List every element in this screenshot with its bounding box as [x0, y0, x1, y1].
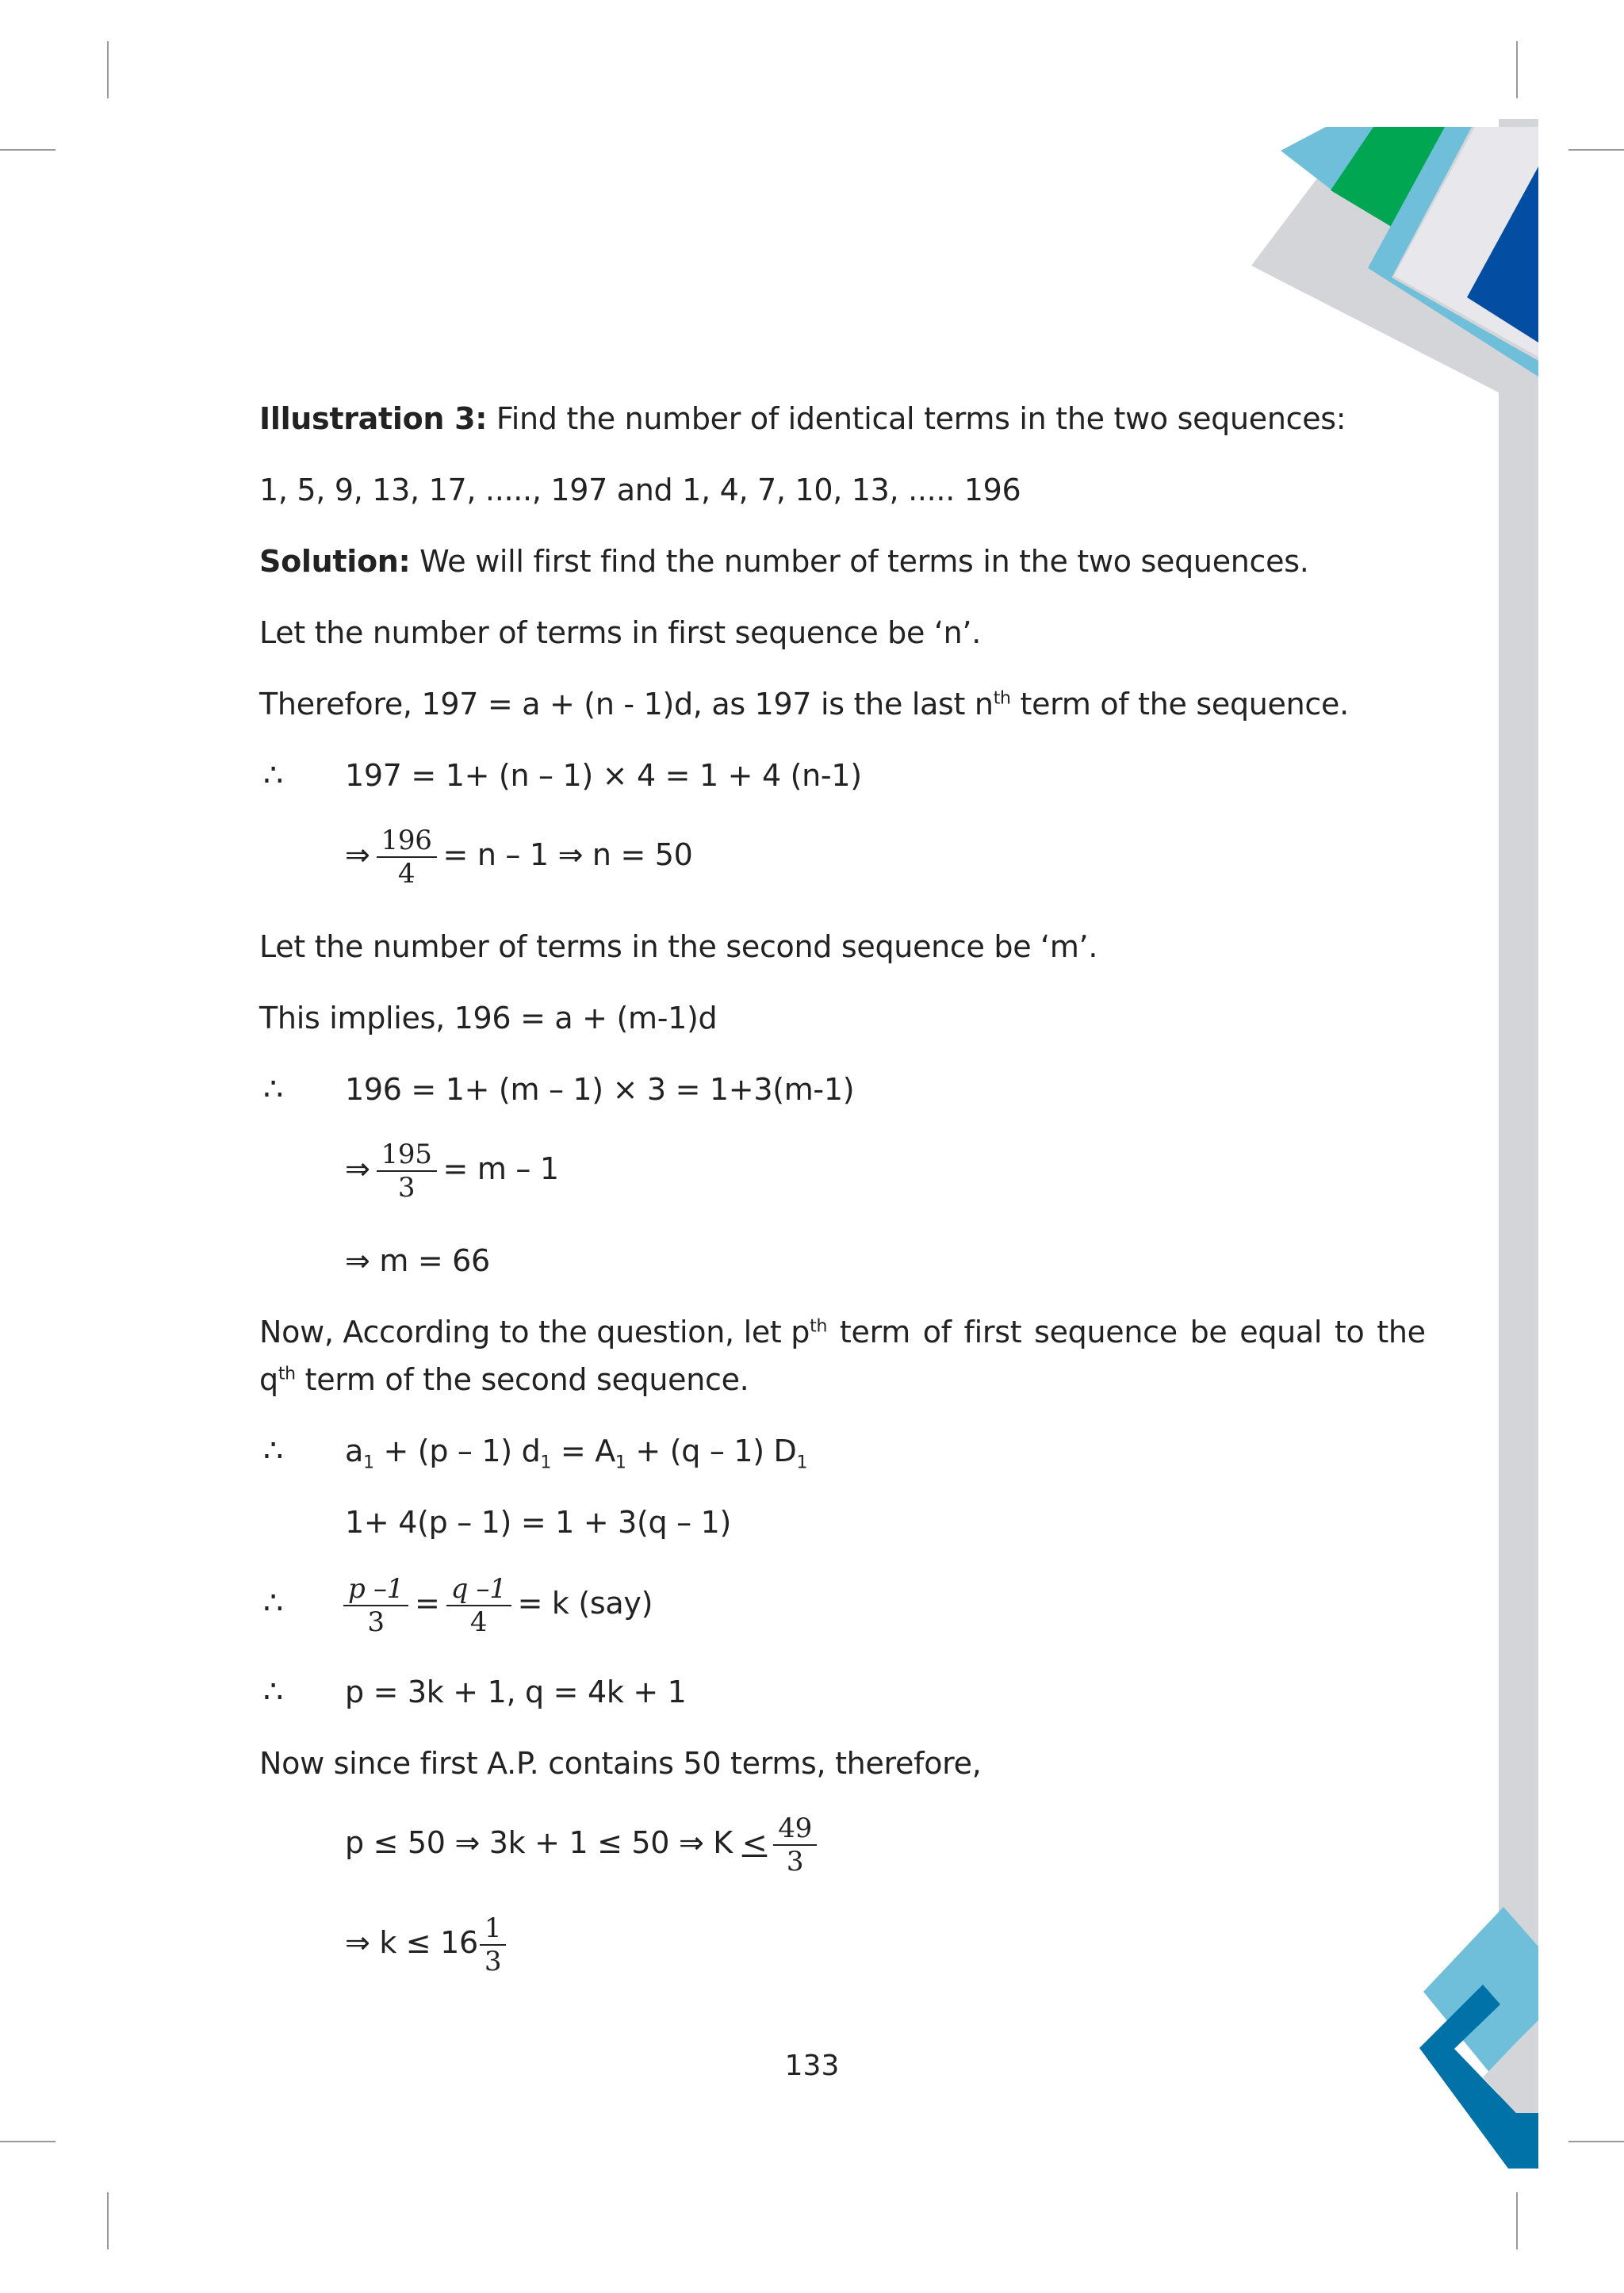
equation-3: 196 = 1+ (m – 1) × 3 = 1+3(m-1) — [345, 1072, 855, 1107]
illustration-heading — [259, 400, 1346, 438]
text: term of the second sequence. — [295, 1362, 749, 1397]
equation-8 — [337, 1565, 653, 1641]
numerator: 195 — [377, 1139, 437, 1172]
fraction — [377, 1139, 437, 1204]
therefore-symbol: ∴ — [263, 1433, 284, 1469]
text: + (p – 1) d — [373, 1434, 541, 1468]
superscript: th — [810, 1316, 828, 1337]
text: term of first sequence be equal to the — [827, 1315, 1426, 1349]
crop-mark — [1568, 2141, 1624, 2142]
text: q — [259, 1362, 278, 1397]
equation-11 — [345, 1904, 512, 1981]
subscript: 1 — [540, 1453, 552, 1473]
less-than: < — [741, 1825, 768, 1860]
equation-5: ⇒ m = 66 — [345, 1243, 490, 1278]
subscript: 1 — [615, 1453, 626, 1473]
text: Now, According to the question, let p — [259, 1315, 810, 1349]
equation-1: 197 = 1+ (n – 1) × 4 = 1 + 4 (n-1) — [345, 758, 862, 793]
equation-7: 1+ 4(p – 1) = 1 + 3(q – 1) — [345, 1505, 732, 1540]
let-m-line: Let the number of terms in the second sequence be ‘m’. — [259, 929, 1098, 964]
fraction — [480, 1912, 506, 1977]
page-number: 133 — [784, 2050, 840, 2082]
text: + (q – 1) D — [626, 1434, 797, 1468]
equals: = — [415, 1586, 440, 1621]
fraction — [377, 825, 437, 890]
equation-2 — [345, 817, 693, 893]
let-n-line: Let the number of terms in first sequence be ‘n’. — [259, 615, 981, 650]
now-line-1 — [259, 1313, 1426, 1351]
superscript: th — [278, 1364, 296, 1384]
denominator: 3 — [367, 1606, 385, 1638]
implies-line: This implies, 196 = a + (m-1)d — [259, 1001, 718, 1035]
numerator: 196 — [377, 825, 437, 858]
implies-symbol: ⇒ — [345, 837, 370, 872]
denominator: 4 — [397, 857, 416, 890]
denominator: 3 — [786, 1845, 804, 1878]
fraction — [446, 1573, 511, 1638]
equation-4 — [345, 1131, 559, 1207]
equation-2-result: = n – 1 ⇒ n = 50 — [442, 837, 693, 872]
denominator: 4 — [469, 1606, 488, 1638]
side-bar — [1499, 119, 1538, 2157]
equation-4-result: = m – 1 — [442, 1151, 559, 1186]
text: = A — [551, 1434, 615, 1468]
subscript: 1 — [363, 1453, 374, 1473]
text: ⇒ k ≤ 16 — [345, 1925, 478, 1960]
denominator: 3 — [484, 1945, 502, 1977]
equation-10 — [345, 1805, 823, 1881]
therefore-symbol: ∴ — [263, 1585, 284, 1621]
solution-label: Solution: — [259, 544, 411, 579]
crop-mark — [1516, 2192, 1518, 2249]
therefore-symbol: ∴ — [263, 757, 284, 794]
illustration-label: Illustration 3: — [259, 401, 488, 436]
text: a — [345, 1434, 363, 1468]
numerator: q –1 — [446, 1573, 511, 1606]
equation-9: p = 3k + 1, q = 4k + 1 — [345, 1675, 687, 1709]
since-line: Now since first A.P. contains 50 terms, therefore, — [259, 1746, 982, 1781]
equation-6 — [345, 1432, 808, 1473]
crop-mark — [0, 149, 56, 151]
therefore-symbol: ∴ — [263, 1674, 284, 1710]
denominator: 3 — [397, 1171, 416, 1204]
fraction — [343, 1573, 408, 1638]
implies-symbol: ⇒ — [345, 1151, 370, 1186]
subscript: 1 — [796, 1453, 808, 1473]
now-line-2 — [259, 1361, 749, 1399]
therefore-line — [259, 685, 1349, 723]
superscript: th — [993, 688, 1011, 709]
therefore-text-end: term of the sequence. — [1010, 687, 1349, 722]
crop-mark — [1568, 149, 1624, 151]
therefore-symbol: ∴ — [263, 1071, 284, 1108]
numerator: 49 — [773, 1813, 817, 1846]
crop-mark — [107, 41, 109, 98]
sequences-line: 1, 5, 9, 13, 17, ....., 197 and 1, 4, 7, 10, 13, ..... 196 — [259, 473, 1021, 507]
crop-mark — [0, 2141, 56, 2142]
numerator: p –1 — [343, 1573, 408, 1606]
fraction — [773, 1813, 817, 1878]
equation-8-result: = k (say) — [517, 1586, 653, 1621]
crop-mark — [107, 2192, 109, 2249]
crop-mark — [1516, 41, 1518, 98]
numerator: 1 — [480, 1912, 506, 1946]
therefore-text: Therefore, 197 = a + (n - 1)d, as 197 is the last n — [259, 687, 994, 722]
text: p ≤ 50 ⇒ 3k + 1 ≤ 50 ⇒ K — [345, 1825, 742, 1860]
solution-heading — [259, 542, 1309, 580]
solution-intro: We will first find the number of terms in the two sequences. — [410, 544, 1309, 579]
illustration-question: Find the number of identical terms in the two sequences: — [487, 401, 1346, 436]
